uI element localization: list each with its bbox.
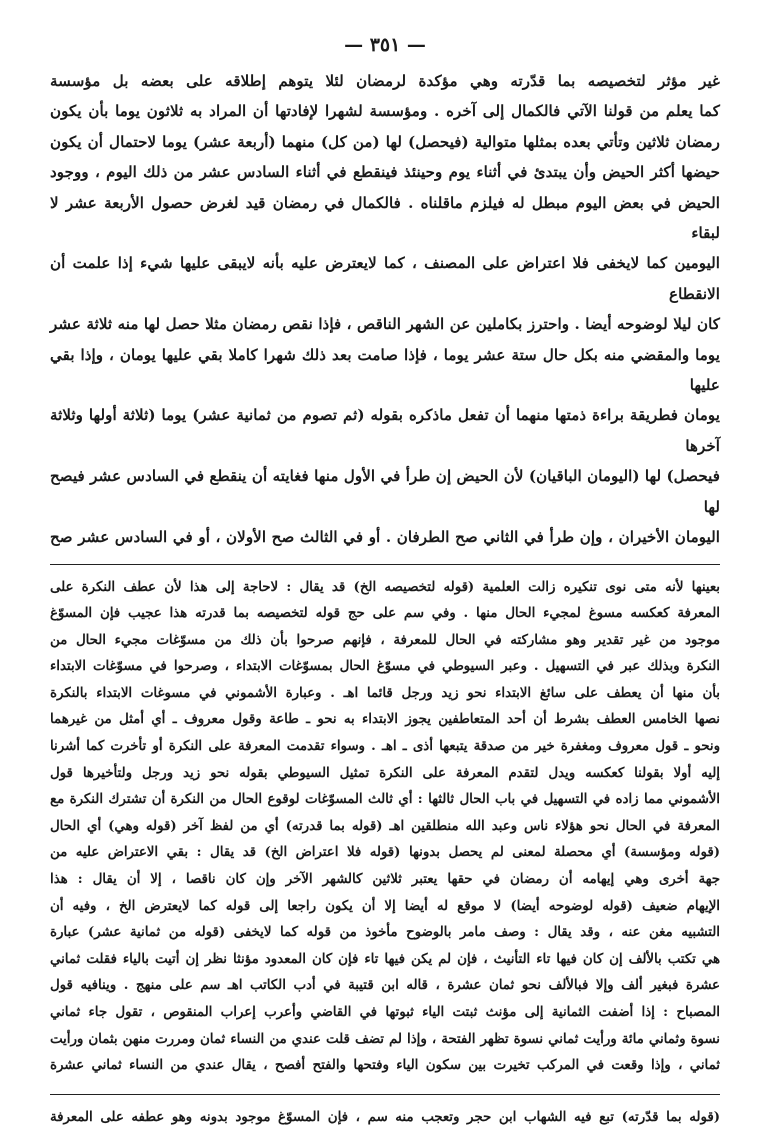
footnote-line: الأشموني مما زاده في التسهيل في باب الحال ثالثها : أي ثالث المسوّغات لوقوع الحال من النكرة أن تشترك النكرة مع [50, 792, 720, 808]
footnote-line: بعينها لأنه متى نوى تنكيره زالت العلمية (قوله لتخصيصه الخ) قد يقال : لاحاجة إلى هذا لأن عطف النكرة على [50, 579, 720, 595]
footnote-line: النكرة وبذلك عبر في التسهيل . وعبر السيوطي في مسوّغ الحال بمسوّغات الابتداء ، وصرحوا في مسوّغات الابتداء [50, 659, 720, 675]
main-text-line: اليومان الأخيران ، وإن طرأ في الثاني صح الطرفان . أو في الثالث صح الأولان ، أو في السادس عشر صح [50, 528, 720, 547]
main-text-line: غير مؤثر لتخصيصه بما قدّرته وهي مؤكدة لرمضان لئلا يتوهم إطلاقه على بعضه بل مؤسسة [50, 72, 720, 90]
footnote-line: إليه أولا بقولنا كعكسه ويدل لتقدم المعرفة على النكرة تمثيل السيوطي بقوله نحو زيد ورجل ولتأخيرها قول [50, 765, 720, 781]
footnote-line: عشرة فبغير ألف وإلا فبالألف نحو ثمان عشرة ، قاله ابن قتيبة في أدب الكاتب اهـ سم على منهج . وينافيه قول [50, 978, 720, 994]
main-text-line: كان ليلا لوضوحه أيضا . واحترز بكاملين عن الشهر الناقص ، فإذا نقص رمضان مثلا حصل لها منه ثلاثة عشر [50, 315, 720, 334]
main-text-line: حيضها أكثر الحيض وأن يبتدئ في أثناء يوم وحينئذ فينقطع في أثناء السادس عشر من ذلك اليوم ، ووجود [50, 163, 720, 182]
footnote-line: الإيهام ضعيف (قوله لوضوحه أيضا) لا موقع له أيضا إلا أن يكون راجعا إلى قوله كما لايعترض الخ ، وفيه أن [50, 898, 720, 914]
footnote-line: التشبيه مغن عنه ، وقد يقال : وصف مامر بالوضوح مأخوذ من قوله كما لايخفى (قوله من ثمانية عشر) عبارة [50, 925, 720, 941]
main-text-line: يوما والمقضي منه بكل حال ستة عشر يوما ، فإذا صامت بعد ذلك شهرا كاملا بقي عليها يومان ، وإذا بقي عليها [50, 345, 720, 395]
footnote-line: نصها الخامس العطف بشرط أن أحد المتعاطفين يجوز الابتداء به نحو ـ طاعة وقول معروف ـ أي أمثل من غيرهما [50, 712, 720, 728]
footnote-line: بأن منها أن يعطف على سائغ الابتداء نحو زيد ورجل قائما اهـ . وعبارة الأشموني في مسوغات الابتداء بالنكرة [50, 685, 720, 701]
footnote-line: المعرفة في الحال نحو هؤلاء ناس وعبد الله منطلقين اهـ (قوله بما قدرته) أي من لفظ آخر (قوله وهي) أي الحال [50, 818, 720, 834]
footnote-line: ثماني ، وإذا وقعت في المركب تخيرت بين سكون الياء وفتحها والفتح أفصح ، يقال عندي من النساء ثماني عشرة [50, 1058, 720, 1074]
page-number: — ٣٥١ — [344, 34, 426, 56]
main-text-block [50, 66, 720, 553]
trailing-note: (قوله بما قدّرته) تبع فيه الشهاب ابن حجر وتعجب منه سم ، فإن المسوّغ موجود بدونه وهو عطفه على المعرفة [50, 1109, 720, 1125]
main-text-line: الحيض في بعض اليوم مبطل له فيلزم ماقلناه . فالكمال في رمضان قيد لغرض حصول الأربعة عشر لا لبقاء [50, 193, 720, 243]
main-text-line: فيحصل) لها (اليومان الباقيان) لأن الحيض إن طرأ في الأول منها فغايته أن ينقطع في السادس عشر فيصح لها [50, 467, 720, 516]
footnote-divider [50, 564, 720, 565]
footnote-line: ونحو ـ قول معروف ومغفرة خير من صدقة يتبعها أذى ـ اهـ . وسواء تقدمت المعرفة على النكرة أو تأخرت كما أشرنا [50, 739, 720, 755]
main-text-line: يومان فطريقة براءة ذمتها منهما أن تفعل ماذكره بقوله (ثم تصوم من ثمانية عشر) يوما (ثلاثة أولها وثلاثة آخرها [50, 406, 720, 455]
main-text-line: كما يعلم من قولنا الآتي فالكمال إلى آخره . ومؤسسة لشهرا لإفادتها أن المراد به ثلاثون يوما بأن يكون [50, 102, 720, 121]
footnote-line: (قوله ومؤسسة) أي محصلة لمعنى لم يحصل بدونها (قوله فلا اعتراض الخ) قد يقال : بقي الاعتراض عليه من [50, 845, 720, 861]
footnote-line: موجود من غير تقدير وهو مشاركته في الحال للمعرفة ، فإنهم صرحوا بأن ذلك من مسوّغات مجيء الحال من [50, 632, 720, 648]
footnote-line: المعرفة كعكسه مسوغ لمجيء الحال منها . وفي سم على حج قوله لتخصيصه بما قدرته هذا عجيب فإن المسوّغ [50, 606, 720, 622]
footnote-line: هي تكتب بالألف إن كان فيها تاء التأنيث ، فإن لم يكن فيها تاء فإن كان المعدود مؤنثا نظر إن أتيت بالياء فقلت ثماني [50, 951, 720, 967]
footnote-line: نسوة وثماني مائة ورأيت ثماني نسوة تظهر الفتحة ، وإذا لم تضف قلت عندي من النساء ثمان ومررت منهن بثمان ورأيت [50, 1031, 720, 1047]
footnote-line: المصباح : إذا أضفت الثمانية إلى مؤنث ثبتت الياء ثبوتها في القاضي وأعرب إعراب المنقوص ، تقول جاء ثماني [50, 1005, 720, 1020]
main-text-line: اليومين كما لايخفى فلا اعتراض على المصنف ، كما لايعترض عليه بأنه لايبقى عليها شيء إذا علمت أن الانقطاع [50, 254, 720, 303]
main-text-line: رمضان ثلاثين وتأتي بعده بمثلها متوالية (فيحصل) لها (من كل) منهما (أربعة عشر) يوما لاحتمال أن يكون [50, 132, 720, 151]
footnote-block [50, 575, 720, 1080]
footnote-line: جهة أخرى وهي إيهامه أن رمضان في حقها يعتبر ثلاثين كالشهر الآخر وإن كان ناقصا ، إلا أن يقال : هذا [50, 872, 720, 888]
